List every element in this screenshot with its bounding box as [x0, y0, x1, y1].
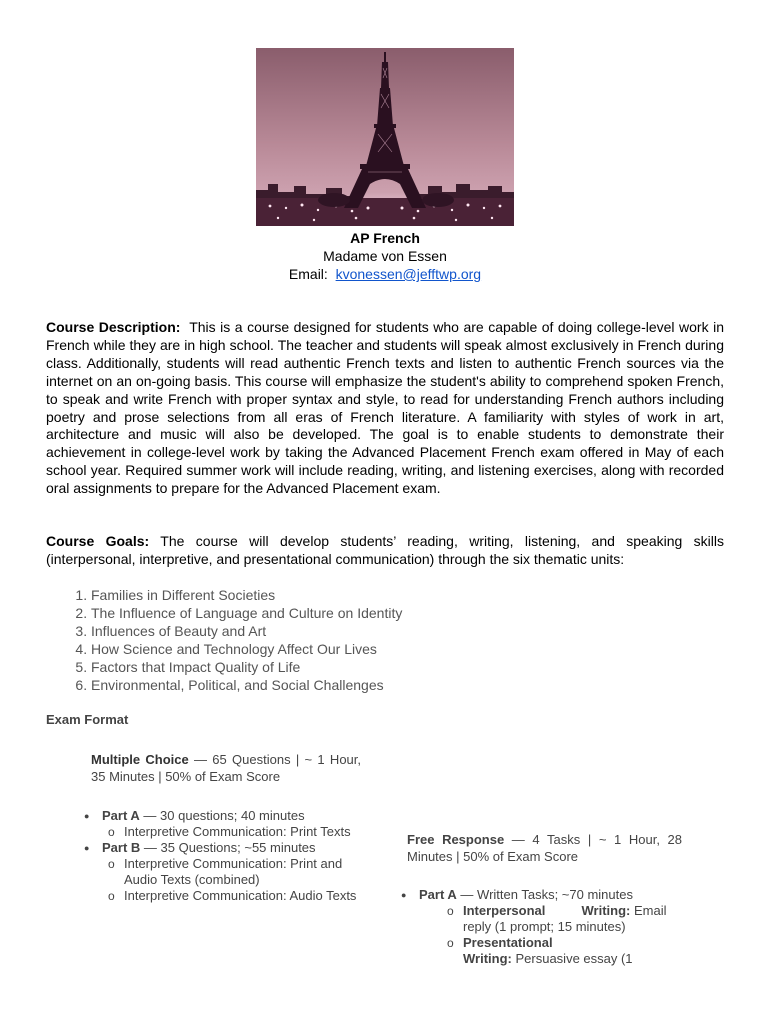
eiffel-tower-image	[256, 48, 514, 226]
list-item: 5. Factors that Impact Quality of Life	[91, 659, 402, 677]
list-item: o Interpretive Communication: Audio Texts	[108, 888, 364, 904]
list-item	[84, 840, 364, 856]
part-label: Part B	[102, 840, 141, 855]
course-description	[46, 319, 724, 498]
sub-bold: Writing:	[463, 951, 512, 966]
goals-label: Course Goals:	[46, 533, 150, 549]
sub-bold: Writing:	[581, 903, 631, 918]
list-item: o Interpretive Communication: Print and Audio Texts (combined)	[108, 856, 364, 888]
list-item	[447, 935, 681, 967]
part-label: Part A	[102, 808, 140, 823]
sub-text: Persuasive essay (1	[515, 951, 633, 966]
goals-text: The course will develop students’ reading, writing, listening, and speaking skills (interpersonal, interpretive, and presentational communication) through the six thematic units:	[46, 533, 724, 567]
sub-bold: Presentational	[463, 935, 553, 950]
list-item	[84, 808, 364, 824]
list-item: 4. How Science and Technology Affect Our Lives	[91, 641, 402, 659]
email-label: Email:	[288, 266, 328, 282]
free-response-parts	[401, 887, 681, 967]
description-text: This is a course designed for students who are capable of doing college-level work in French while they are in high school. The teacher and students will speak almost exclusively in French during class. Additionally, students will read authentic French texts and listen to authentic French sources via the internet on an on-going basis. This course will emphasize the student's ability to comprehend spoken French, to speak and write French with proper syntax and style, to read for understanding French authors including poetry and prose selections from all eras of French literature. A familiarity with styles of work in art, architecture and music will also be developed. The goal is to enable students to demonstrate their achievement in college-level work by taking the Advanced Placement French exam offered in May of each school year. Required summer work will include reading, writing, and listening exercises, along with recorded oral assignments to prepare for the Advanced Placement exam.	[46, 319, 725, 497]
part-text: — Written Tasks; ~70 minutes	[456, 887, 633, 902]
multiple-choice-summary	[91, 751, 361, 785]
fr-label: Free Response	[407, 832, 505, 847]
teacher-name: Madame von Essen	[323, 248, 447, 264]
list-item: 6. Environmental, Political, and Social Challenges	[91, 677, 402, 695]
course-goals	[46, 533, 724, 569]
sub-bold: Interpersonal	[463, 903, 546, 918]
free-response-summary	[407, 831, 682, 865]
email-line	[0, 266, 770, 282]
thematic-units-list	[46, 587, 402, 694]
list-item	[401, 887, 681, 903]
list-item	[447, 903, 681, 935]
part-label: Part A	[419, 887, 457, 902]
fr-text: — 4 Tasks | ~ 1 Hour, 28 Minutes | 50% of Exam Score	[407, 832, 682, 864]
description-label: Course Description:	[46, 319, 181, 335]
list-item: 1. Families in Different Societies	[91, 587, 402, 605]
part-text: — 35 Questions; ~55 minutes	[140, 840, 316, 855]
exam-format-heading: Exam Format	[46, 712, 129, 727]
sub-text: Email reply (1 prompt; 15 minutes)	[463, 903, 667, 934]
course-title: AP French	[350, 230, 420, 246]
list-item: 2. The Influence of Language and Culture on Identity	[91, 605, 402, 623]
multiple-choice-parts	[84, 808, 364, 904]
list-item: o Interpretive Communication: Print Texts	[108, 824, 364, 840]
email-link[interactable]: kvonessen@jefftwp.org	[335, 266, 482, 282]
list-item: 3. Influences of Beauty and Art	[91, 623, 402, 641]
mc-label: Multiple Choice	[91, 752, 189, 767]
mc-text: — 65 Questions | ~ 1 Hour, 35 Minutes | 50% of Exam Score	[91, 752, 361, 784]
part-text: — 30 questions; 40 minutes	[139, 808, 305, 823]
